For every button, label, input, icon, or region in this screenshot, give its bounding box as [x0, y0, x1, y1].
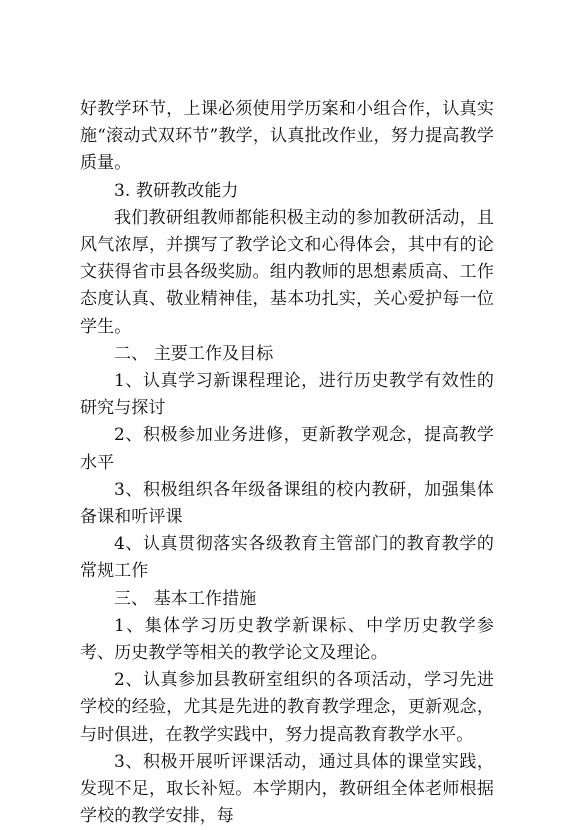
- goal-item-3: 3、积极组织各年级备课组的校内教研，加强集体备课和听评课: [80, 479, 494, 528]
- measure-item-3: 3、积极开展听评课活动，通过具体的课堂实践，发现不足，取长补短。本学期内，教研组全体老师根据学校的教学安排，每: [80, 751, 494, 827]
- goal-item-2: 2、积极参加业务进修，更新教学观念，提高教学水平: [80, 425, 494, 473]
- paragraph-continuation: 好教学环节，上课必须使用学历案和小组合作，认真实施“滚动式双环节”教学，认真批改作业，努力提高教学质量。: [80, 99, 494, 174]
- measure-item-1: 1、集体学习历史教学新课标、中学历史教学参考、历史教学等相关的教学论文及理论。: [80, 615, 494, 664]
- heading-research-ability: 3. 教研教改能力: [114, 180, 239, 201]
- paragraph-research-description: 我们教研组教师都能积极主动的参加教研活动，且风气浓厚，并撰写了教学论文和心得体会，其中有的论文获得省市县各级奖励。组内教师的思想素质高、工作态度认真、敬业精神佳，基本功扎实，关心爱护每一位学生。: [80, 207, 494, 337]
- document-body: [80, 96, 494, 830]
- measure-item-2: 2、认真参加县教研室组织的各项活动，学习先进学校的经验，尤其是先进的教育教学理念，更新观念，与时俱进，在教学实践中，努力提高教育教学水平。: [80, 670, 494, 745]
- heading-main-goals: 二、 主要工作及目标: [114, 343, 274, 364]
- goal-item-4: 4、认真贯彻落实各级教育主管部门的教育教学的常规工作: [80, 534, 494, 582]
- goal-item-1: 1、认真学习新课程理论，进行历史教学有效性的研究与探讨: [80, 371, 494, 419]
- heading-basic-measures: 三、 基本工作措施: [114, 588, 257, 609]
